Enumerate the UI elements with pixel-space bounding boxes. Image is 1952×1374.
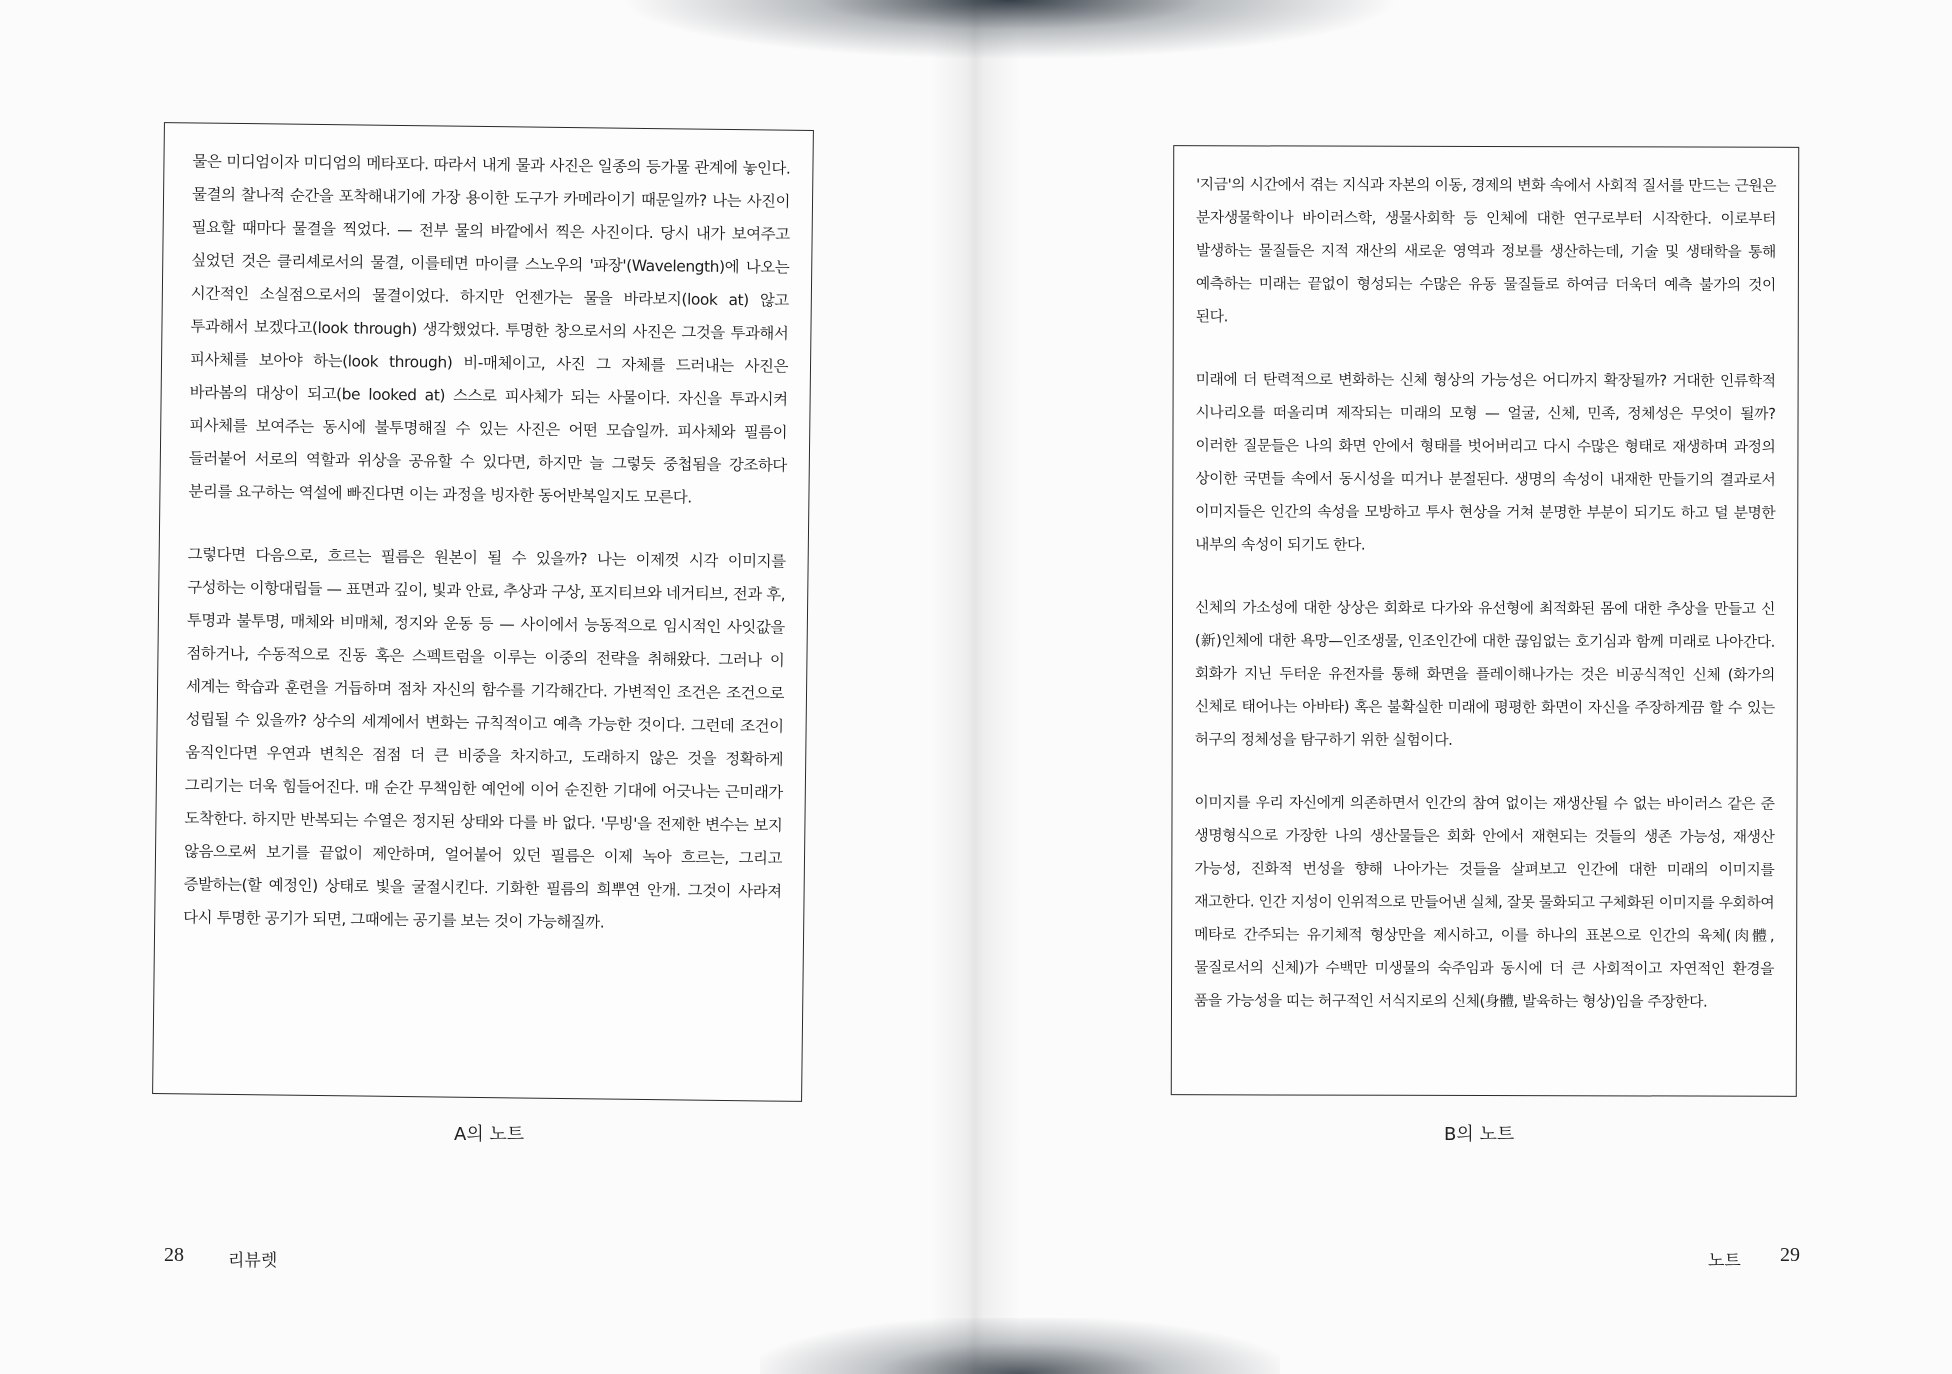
- book-gutter: [930, 0, 1020, 1374]
- scan-shadow-top: [620, 0, 1400, 60]
- note-b-caption: B의 노트: [1444, 1124, 1515, 1145]
- note-a-paragraph: 물은 미디엄이자 미디엄의 메타포다. 따라서 내게 물과 사진은 일종의 등가물 관계에 놓인다. 물결의 찰나적 순간을 포착해내기에 가장 용이한 도구가 카메라이기 때문일까? 나는 사진이 필요할 때마다 물결을 찍었다. — 전부 물의 바깥에서 찍은 사진이다. 당시 내가 보여주고 싶었던 것은 클리셰로서의 물결, 이를테면 마이클 스노우의 '파장'(Wavelength)에 나오는 시간적인 소실점으로서의 물결이었다. 하지만 언젠가는 물을 바라보지(look at) 않고 투과해서 보겠다고(look through) 생각했었다. 투명한 창으로서의 사진은 그것을 투과해서 피사체를 보아야 하는(look through) 비-매체이고, 사진 그 자체를 드러내는 사진은 바라봄의 대상이 되고(be looked at) 스스로 피사체가 되는 사물이다. 자신을 투과시켜 피사체를 보여주는 동시에 불투명해질 수 있는 사진은 어떤 모습일까. 피사체와 필름이 들러붙어 서로의 역할과 위상을 공유할 수 있다면, 하지만 늘 그렇듯 중첩됨을 강조하다 분리를 요구하는 역설에 빠진다면 이는 과정을 빙자한 동어반복일지도 모른다.: [188, 152, 791, 507]
- note-b-paragraph: 이미지를 우리 자신에게 의존하면서 인간의 참여 없이는 재생산될 수 없는 바이러스 같은 준 생명형식으로 가장한 나의 생산물들은 회화 안에서 재현되는 것들의 생존 가능성, 재생산 가능성, 진화적 번성을 향해 나아가는 것들을 살펴보고 인간에 대한 미래의 이미지를 재고한다. 인간 지성이 인위적으로 만들어낸 실체, 잘못 물화되고 구체화된 이미지를 우회하여 메타로 간주되는 유기체적 형상만을 제시하고, 이를 하나의 표본으로 인간의 육체(肉體, 물질로서의 신체)가 수백만 미생물의 숙주임과 동시에 더 큰 사회적이고 자연적인 환경을 품을 가능성을 띠는 허구적인 서식지로의 신체(身體, 발육하는 형상)임을 주장한다.: [1193, 794, 1775, 1011]
- note-b-paragraph: 미래에 더 탄력적으로 변화하는 신체 형상의 가능성은 어디까지 확장될까? 거대한 인류학적 시나리오를 떠올리며 제작되는 미래의 모형 — 얼굴, 신체, 민족, 정체성은 무엇이 될까? 이러한 질문들은 나의 화면 안에서 형태를 벗어버리고 다시 수많은 형태로 재생하며 과정의 상이한 국면들 속에서 동시성을 띠거나 분절된다. 생명의 속성이 내재한 만들기의 결과로서 이미지들은 인간의 속성을 모방하고 투사 현상을 거쳐 분명한 부분이 되기도 하고 덜 분명한 내부의 속성이 되기도 한다.: [1195, 371, 1776, 554]
- scan-shadow-bottom: [760, 1318, 1280, 1374]
- note-a-paragraph: 그렇다면 다음으로, 흐르는 필름은 원본이 될 수 있을까? 나는 이제껏 시각 이미지를 구성하는 이항대립들 — 표면과 깊이, 빛과 안료, 추상과 구상, 포지티브와 네거티브, 전과 후, 투명과 불투명, 매체와 비매체, 정지와 운동 등 — 사이에서 능동적으로 임시적인 사잇값을 점하거나, 수동적으로 진동 혹은 스펙트럼을 이루는 이중의 전략을 취해왔다. 그러나 이 세계는 학습과 훈련을 거듭하며 점차 자신의 함수를 기각해간다. 가변적인 조건은 조건으로 성립될 수 있을까? 상수의 세계에서 변화는 규칙적이고 예측 가능한 것이다. 그런데 조건이 움직인다면 우연과 변칙은 점점 더 큰 비중을 차지하고, 도래하지 않은 것을 정확하게 그리기는 더욱 힘들어진다. 매 순간 무책임한 예언에 이어 순진한 기대에 어긋나는 근미래가 도착한다. 하지만 반복되는 수열은 정지된 상태와 다를 바 없다. '무빙'을 전제한 변수는 보지 않음으로써 보기를 끝없이 제안하며, 얼어붙어 있던 필름은 이제 녹아 흐르는, 그리고 증발하는(할 예정인) 상태로 빛을 굴절시킨다. 기화한 필름의 희뿌연 안개. 그것이 사라져 다시 투명한 공기가 되면, 그때에는 공기를 보는 것이 가능해질까.: [183, 545, 786, 932]
- page-number-left: 28: [164, 1244, 184, 1266]
- page-number-right: 29: [1780, 1244, 1800, 1266]
- note-a-caption: A의 노트: [454, 1124, 525, 1145]
- running-head-right: 노트: [1708, 1251, 1741, 1271]
- note-b-box: [1171, 145, 1799, 1097]
- note-b-paragraph: 신체의 가소성에 대한 상상은 회화로 다가와 유선형에 최적화된 몸에 대한 추상을 만들고 신(新)인체에 대한 욕망—인조생물, 인조인간에 대한 끊임없는 호기심과 함께 미래로 나아간다. 회화가 지닌 두터운 유전자를 통해 화면을 플레이해나가는 것은 비공식적인 신체 (화가의 신체로 태어나는 아바타) 혹은 불확실한 미래에 평평한 화면이 자신을 주장하게끔 할 수 있는 허구의 정체성을 탐구하기 위한 실험이다.: [1194, 599, 1776, 749]
- note-b-paragraph: '지금'의 시간에서 겪는 지식과 자본의 이동, 경제의 변화 속에서 사회적 질서를 만드는 근원은 분자생물학이나 바이러스학, 생물사회학 등 인체에 대한 연구로부터 시작한다. 이로부터 발생하는 물질들은 지적 재산의 새로운 영역과 정보를 생산하는데, 기술 및 생태학을 통해 예측하는 미래는 끝없이 형성되는 수많은 유동 물질들로 하여금 더욱더 예측 불가의 것이 된다.: [1195, 176, 1777, 326]
- running-head-left: 리뷰렛: [228, 1251, 278, 1271]
- note-a-text: [155, 123, 813, 942]
- note-b-text: [1172, 146, 1798, 1019]
- note-a-box: [152, 122, 814, 1102]
